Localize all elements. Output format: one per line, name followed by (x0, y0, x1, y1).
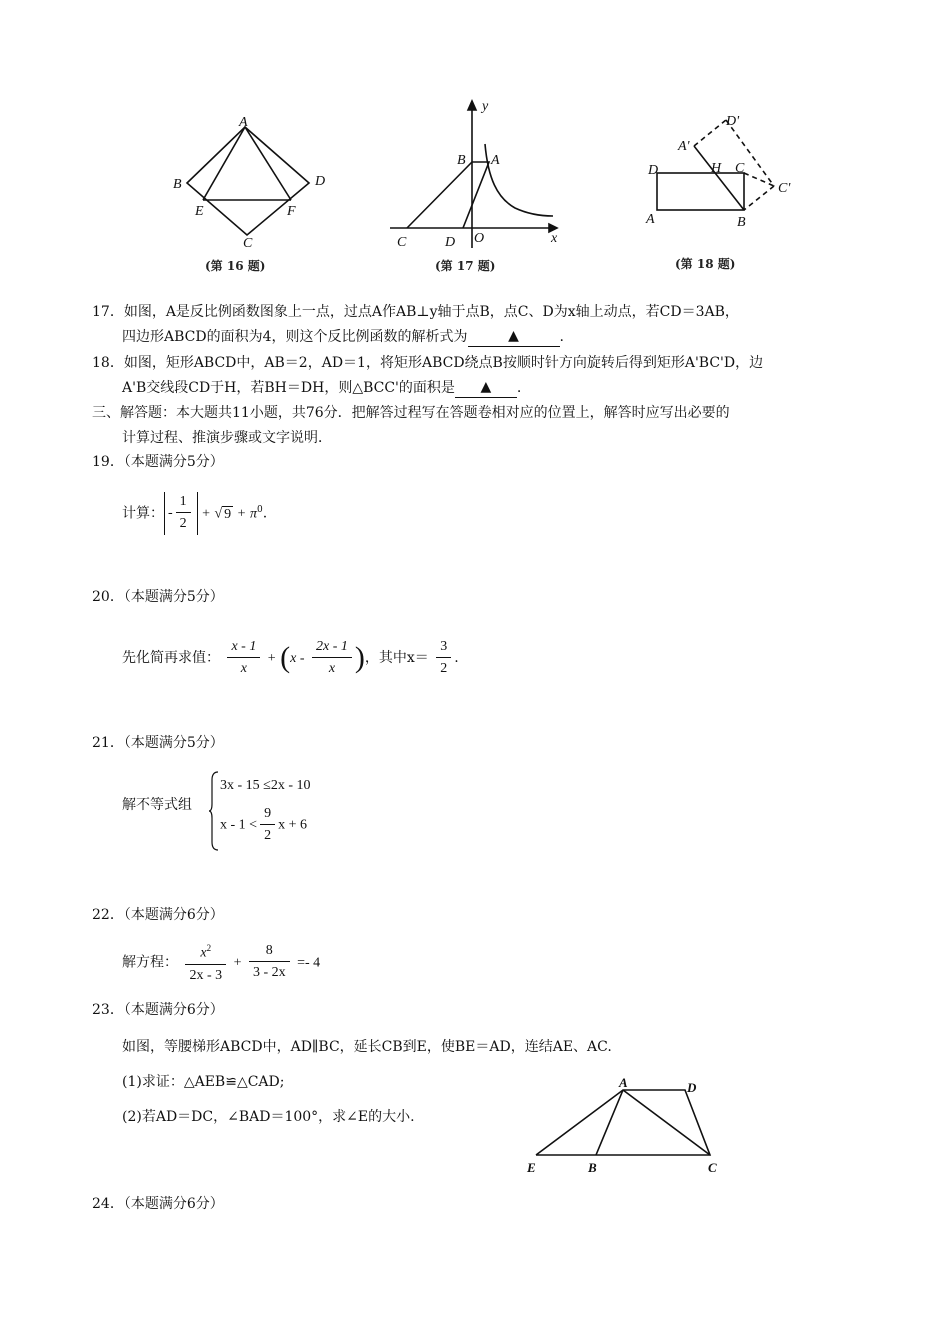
q19-abs-value (164, 492, 198, 535)
q20-value (436, 637, 451, 680)
q19-neg: - (168, 505, 173, 521)
q17-line2 (122, 327, 564, 348)
fig18-label-a: A (646, 212, 655, 227)
q22-frac1-num-wrap (185, 938, 226, 965)
fig18-label-b: B (737, 215, 746, 230)
fig16-label-b: B (173, 177, 182, 192)
fig23-label-b: B (588, 1160, 597, 1175)
q19-plus2: + (237, 506, 246, 522)
q22-frac2 (249, 941, 290, 984)
q20-expression (122, 634, 459, 683)
q22-frac2-num: 8 (249, 941, 290, 962)
figure-16-diagram (165, 115, 340, 250)
q22-head: 22．（本题满分6分） (92, 907, 224, 923)
q21-prompt: 解不等式组 (122, 797, 192, 813)
q20-rparen: ) (354, 641, 365, 674)
fig23-label-e: E (527, 1160, 536, 1175)
q20-head: 20．（本题满分5分） (92, 589, 224, 605)
q22-rhs: =- 4 (297, 955, 321, 971)
q20-frac1 (227, 637, 260, 680)
q18-line1: 18．如图，矩形ABCD中，AB＝2，AD＝1，将矩形ABCD绕点B按顺时针方向旋转后得到矩形A'BC'D，边 (92, 355, 764, 371)
section3-line1: 三、解答题：本大题共11小题，共76分．把解答过程写在答题卷相对应的位置上，解答时应写出必要的 (92, 405, 730, 421)
q20-where: ，其中x＝ (364, 650, 429, 666)
fig18-label-a-prime: A' (678, 139, 690, 154)
q17-line1: 17．如图，A是反比例函数图象上一点，过点A作AB⊥y轴于点B，点C、D为x轴上动点，若CD＝3AB， (92, 304, 739, 320)
q19-expression (122, 486, 267, 539)
q19-den: 2 (179, 516, 187, 532)
q20-frac2-den: x (328, 660, 336, 676)
fig17-label-x: x (551, 231, 558, 246)
q21-ineq2-left: x - 1 < (220, 817, 258, 833)
q20-frac1-den: x (240, 660, 247, 676)
q20-prompt: 先化简再求值： (122, 650, 220, 666)
figure-18 (640, 108, 815, 278)
q20-frac2 (312, 637, 352, 680)
fig23-label-a: A (619, 1075, 628, 1090)
figure-17 (385, 98, 575, 280)
q22-plus: + (233, 955, 242, 971)
fig17-label-a: A (491, 153, 500, 168)
fig17-label-y: y (482, 99, 489, 114)
q23-intro: 如图，等腰梯形ABCD中，AD∥BC，延长CB到E，使BE＝AD，连结AE、AC. (122, 1039, 612, 1055)
q20-frac2-num: 2x - 1 (312, 637, 352, 658)
q23-part2: (2)若AD＝DC，∠BAD＝100°，求∠E的大小. (122, 1109, 415, 1125)
q22-expression (122, 938, 320, 987)
fig18-label-c: C (735, 161, 745, 176)
q20-frac1-num: x - 1 (227, 637, 260, 658)
q21-head: 21．（本题满分5分） (92, 735, 224, 751)
fig18-label-c-prime: C' (778, 181, 791, 196)
fig16-label-d: D (315, 174, 326, 189)
figure-16-caption: (第 16 题) (205, 259, 266, 273)
q21-ineq2 (220, 804, 307, 847)
figure-16 (165, 115, 340, 280)
q21-brace (208, 770, 220, 852)
section3-line2: 计算过程、推演步骤或文字说明． (122, 430, 332, 446)
fig23-label-d: D (687, 1080, 697, 1095)
q21-ineq2-den: 2 (264, 828, 272, 843)
q23-head: 23．（本题满分6分） (92, 1002, 224, 1018)
q20-inner-x: x - (290, 651, 305, 666)
q19-end: . (262, 505, 268, 522)
q23-part1: (1)求证：△AEB≌△CAD; (122, 1074, 285, 1090)
q19-pi-exp: 0 (257, 505, 263, 515)
q19-num: 1 (176, 492, 191, 513)
q22-frac1-den: 2x - 3 (189, 967, 223, 983)
fig18-label-d-prime: D' (726, 114, 740, 129)
fig17-label-b: B (457, 153, 466, 168)
fig17-label-d: D (445, 235, 456, 250)
q22-prompt: 解方程： (122, 954, 178, 971)
q17-answer-blank: ▲ (468, 326, 560, 347)
q19-sqrt-arg: 9 (224, 506, 232, 522)
q19-fraction (176, 492, 191, 535)
q22-frac1-num: x (200, 945, 207, 961)
fig16-label-c: C (243, 236, 253, 250)
q21-ineq2-num: 9 (260, 804, 275, 825)
figure-23 (520, 1075, 730, 1180)
q20-plus: + (267, 651, 276, 666)
fig16-label-e: E (195, 204, 204, 219)
fig18-label-h: H (711, 161, 722, 176)
q21-ineq2-right: x + 6 (278, 817, 307, 833)
q18-line2-text: A'B交线段CD于H，若BH＝DH，则△BCC'的面积是 (122, 380, 455, 396)
q22-frac1-exp: 2 (206, 943, 212, 953)
q17-line2-text: 四边形ABCD的面积为4，则这个反比例函数的解析式为 (122, 329, 468, 345)
q22-frac2-den: 3 - 2x (252, 964, 286, 980)
figure-18-caption: (第 18 题) (675, 257, 736, 271)
q20-lparen: ( (280, 641, 291, 674)
fig17-label-c: C (397, 235, 407, 250)
fig17-label-o: O (474, 231, 485, 246)
q19-pi: π (249, 506, 257, 522)
q20-val-num: 3 (436, 637, 451, 658)
q21-ineq1: 3x - 15 ≤2x - 10 (220, 778, 311, 793)
fig18-label-d: D (648, 163, 659, 178)
q18-line2 (122, 378, 521, 399)
q24-head: 24．（本题满分6分） (92, 1196, 224, 1212)
fig16-label-a: A (239, 115, 248, 130)
q20-val-den: 2 (440, 660, 448, 676)
q22-frac1 (185, 938, 226, 987)
fig23-label-c: C (708, 1160, 717, 1175)
q20-end: . (454, 650, 459, 666)
figure-17-caption: (第 17 题) (435, 259, 496, 273)
figure-17-diagram (385, 98, 575, 253)
q18-end: . (516, 380, 522, 396)
q19-head: 19．（本题满分5分） (92, 454, 224, 470)
q18-answer-blank: ▲ (455, 377, 517, 398)
fig16-label-f: F (287, 204, 296, 219)
figure-18-diagram (640, 108, 815, 248)
q19-prompt: 计算： (122, 505, 164, 522)
q21-ineq2-frac (260, 804, 275, 847)
q19-plus1: + (202, 506, 211, 522)
q19-sqrt: √ 9 (214, 506, 232, 522)
q17-end: . (559, 329, 564, 345)
figure-23-diagram (520, 1075, 730, 1180)
